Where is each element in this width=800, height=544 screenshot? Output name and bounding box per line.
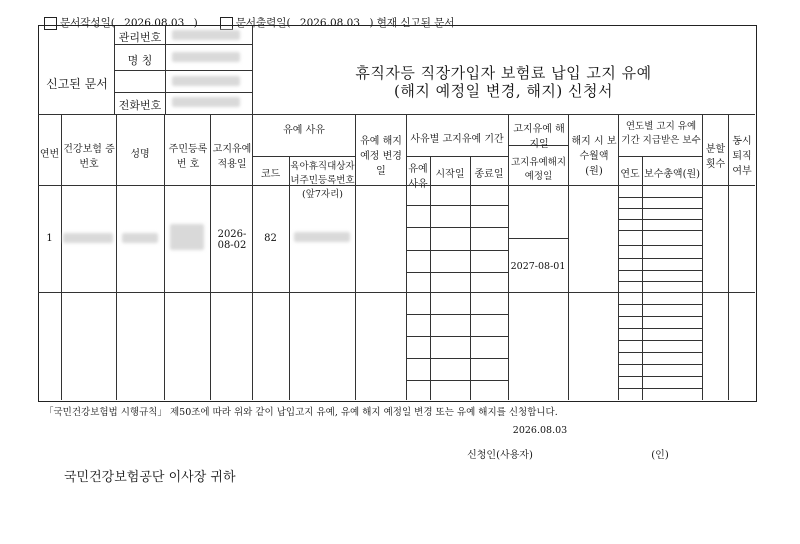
doc-printed-close: ) 현재 신고된 문서 bbox=[369, 17, 455, 29]
col-monthly: 해지 시 보수월액 (원) bbox=[571, 136, 617, 177]
doc-created-label: 문서작성일( bbox=[60, 17, 115, 29]
col-period-start: 시작일 bbox=[435, 169, 465, 180]
doc-printed-label: 문서출력일( bbox=[235, 17, 291, 29]
mgmt-no-label: 관리번호 bbox=[118, 31, 162, 44]
col-rrn: 주민등록 번 호 bbox=[168, 144, 208, 170]
col-deferral-date: 고지유예 적용일 bbox=[212, 144, 252, 170]
form-title-line2: (해지 예정일 변경, 해지) 신청서 bbox=[394, 82, 613, 100]
footer-applicant: 신청인(사용자) bbox=[467, 450, 533, 461]
col-reason-code: 코드 bbox=[260, 169, 281, 180]
col-end-date: 유예 해지 예정 변경일 bbox=[360, 136, 402, 177]
col-name: 성명 bbox=[130, 149, 150, 160]
row1-seq: 1 bbox=[46, 233, 53, 244]
col-year: 연도 bbox=[620, 169, 640, 180]
footer-recipient: 국민건강보험공단 이사장 귀하 bbox=[64, 470, 236, 485]
row1-cancel-expected: 2027-08-01 bbox=[510, 261, 566, 272]
row1-reason-code: 82 bbox=[264, 233, 277, 244]
form-title-line1: 휴직자등 직장가입자 보험료 납입 고지 유예 bbox=[355, 64, 652, 82]
name-label: 명 칭 bbox=[127, 54, 153, 67]
footer-date: 2026.08.03 bbox=[512, 425, 568, 436]
col-period-end: 종료일 bbox=[474, 169, 504, 180]
col-period: 사유별 고지유예 기간 bbox=[410, 134, 504, 145]
doc-created-close: ) bbox=[193, 17, 198, 29]
doc-printed-date: 2026.08.03 bbox=[299, 17, 361, 29]
row1-rrn-redacted bbox=[170, 224, 204, 250]
col-simultaneous: 동시 퇴직 여부 bbox=[732, 136, 752, 177]
row1-child-rrn-redacted bbox=[294, 232, 350, 242]
reported-doc-label: 신고된 문서 bbox=[46, 77, 108, 91]
name-redacted bbox=[172, 52, 240, 62]
col-cancel-expected: 고지유예해지 예정일 bbox=[510, 157, 567, 182]
col-installment: 분할 횟수 bbox=[705, 144, 726, 170]
phone-redacted bbox=[172, 97, 240, 107]
col-seq: 연번 bbox=[39, 149, 60, 160]
col-reason: 유예 사유 bbox=[283, 125, 325, 136]
mgmt-no-redacted bbox=[172, 30, 240, 40]
row1-card-redacted bbox=[63, 233, 113, 243]
col-cancel-date: 고지유예 해지일 bbox=[513, 124, 565, 150]
col-total-pay: 보수총액(원) bbox=[643, 169, 701, 180]
col-card-no: 건강보험 증번호 bbox=[63, 144, 115, 170]
extra-redacted bbox=[172, 76, 240, 86]
phone-label: 전화번호 bbox=[118, 99, 162, 112]
row1-name-redacted bbox=[122, 233, 158, 243]
row1-deferral-date: 2026-08-02 bbox=[217, 229, 247, 251]
footer-statement: 「국민건강보험법 시행규칙」 제50조에 따라 위와 같이 납입고지 유예, 유예 해지 예정일 변경 또는 유예 해지를 신청합니다. bbox=[44, 407, 558, 418]
doc-created-date: 2026.08.03 bbox=[124, 17, 185, 29]
col-yearly: 연도별 고지 유예 기간 지급받은 보수 bbox=[621, 121, 701, 146]
col-period-reason: 유예 사유 bbox=[408, 164, 428, 190]
footer-seal: (인) bbox=[651, 450, 669, 461]
col-reason-childcare: 육아휴직대상자녀주민등록번호(앞7자리) bbox=[290, 161, 355, 200]
